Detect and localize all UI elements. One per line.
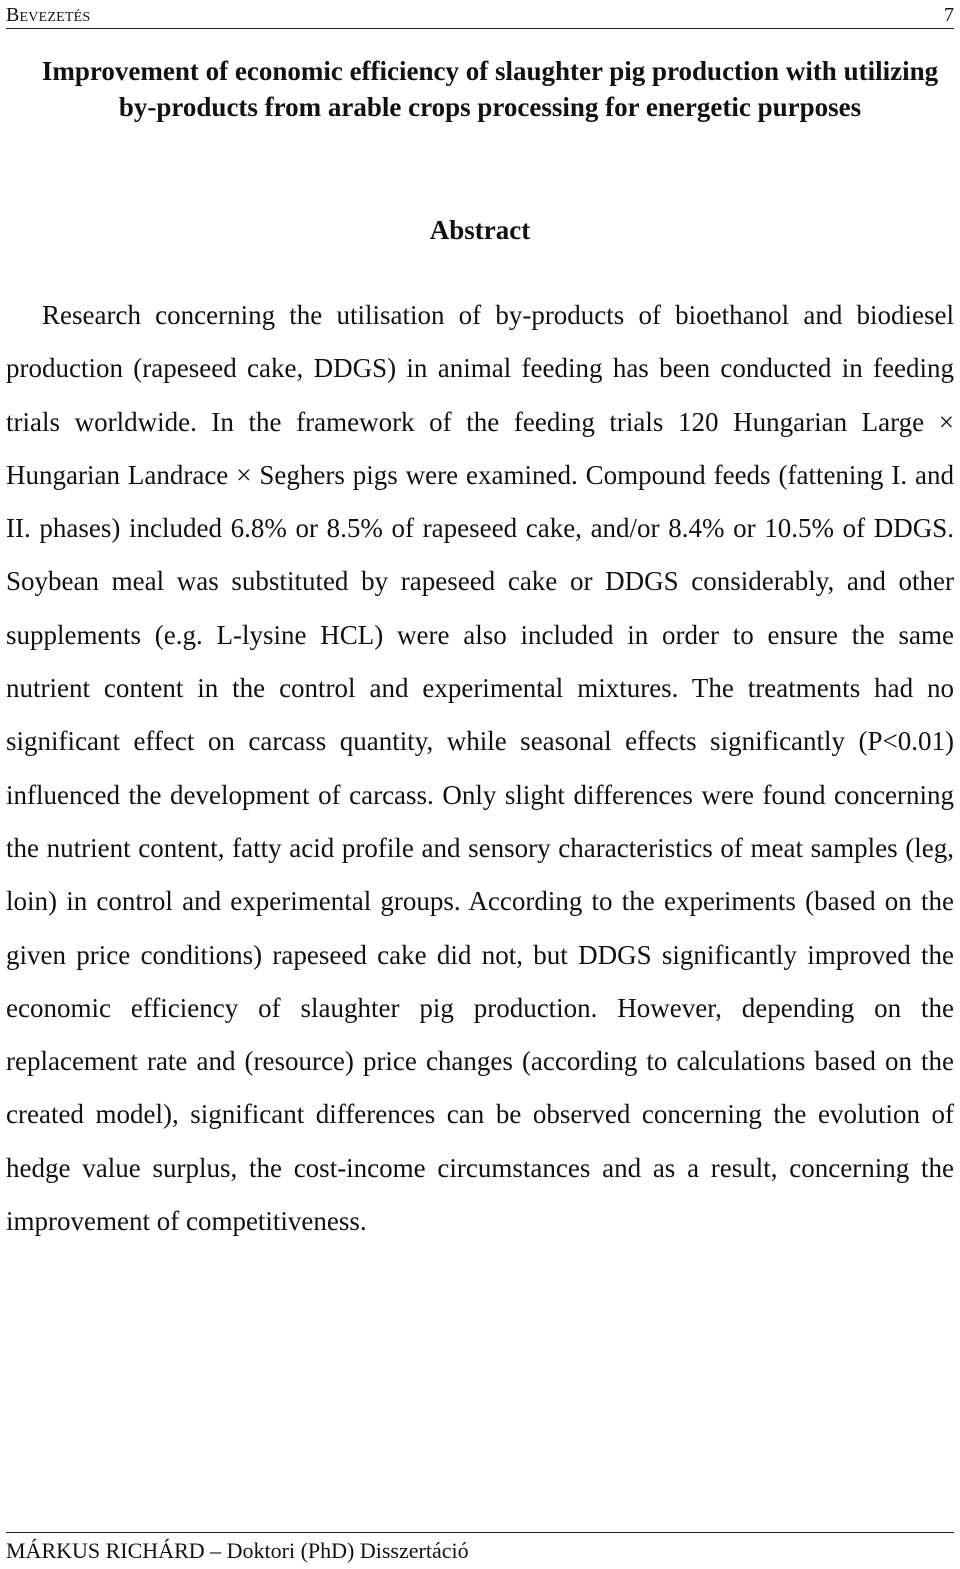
abstract-body: Research concerning the utilisation of by-products of bioethanol and biodiesel production (rapeseed cake, DDGS) in animal feeding has been conducted in feeding trials worldwide. In the framework of the feeding trials 120 Hungarian Large × Hungarian Landrace × Seghers pigs were examined. Compound feeds (fattening I. and II. phases) included 6.8% or 8.5% of rapeseed cake, and/or 8.4% or 10.5% of DDGS. Soybean meal was substituted by rapeseed cake or DDGS considerably, and other supplements (e.g. L-lysine HCL) were also included in order to ensure the same nutrient content in the control and experimental mixtures. The treatments had no significant effect on carcass quantity, while seasonal effects significantly (P<0.01) influenced the development of carcass. Only slight differences were found concerning the nutrient content, fatty acid profile and sensory characteristics of meat samples (leg, loin) in control and experimental groups. According to the experiments (based on the given price conditions) rapeseed cake did not, but DDGS significantly improved the economic efficiency of slaughter pig production. However, depending on the replacement rate and (resource) price changes (according to calculations based on the created model), significant differences can be observed concerning the evolution of hedge value surplus, the cost-income circumstances and as a result, concerning the improvement of competitiveness. (6, 300, 954, 1237)
running-header-section: Bevezetés (6, 4, 91, 26)
abstract-heading: Abstract (429, 215, 531, 245)
paper-title: Improvement of economic efficiency of slaughter pig production with utilizing by-products from arable crops processing for energetic purposes (41, 56, 939, 122)
running-footer: MÁRKUS RICHÁRD – Doktori (PhD) Disszertáció (6, 1532, 954, 1565)
running-header (6, 2, 954, 29)
page-number: 7 (944, 4, 954, 26)
